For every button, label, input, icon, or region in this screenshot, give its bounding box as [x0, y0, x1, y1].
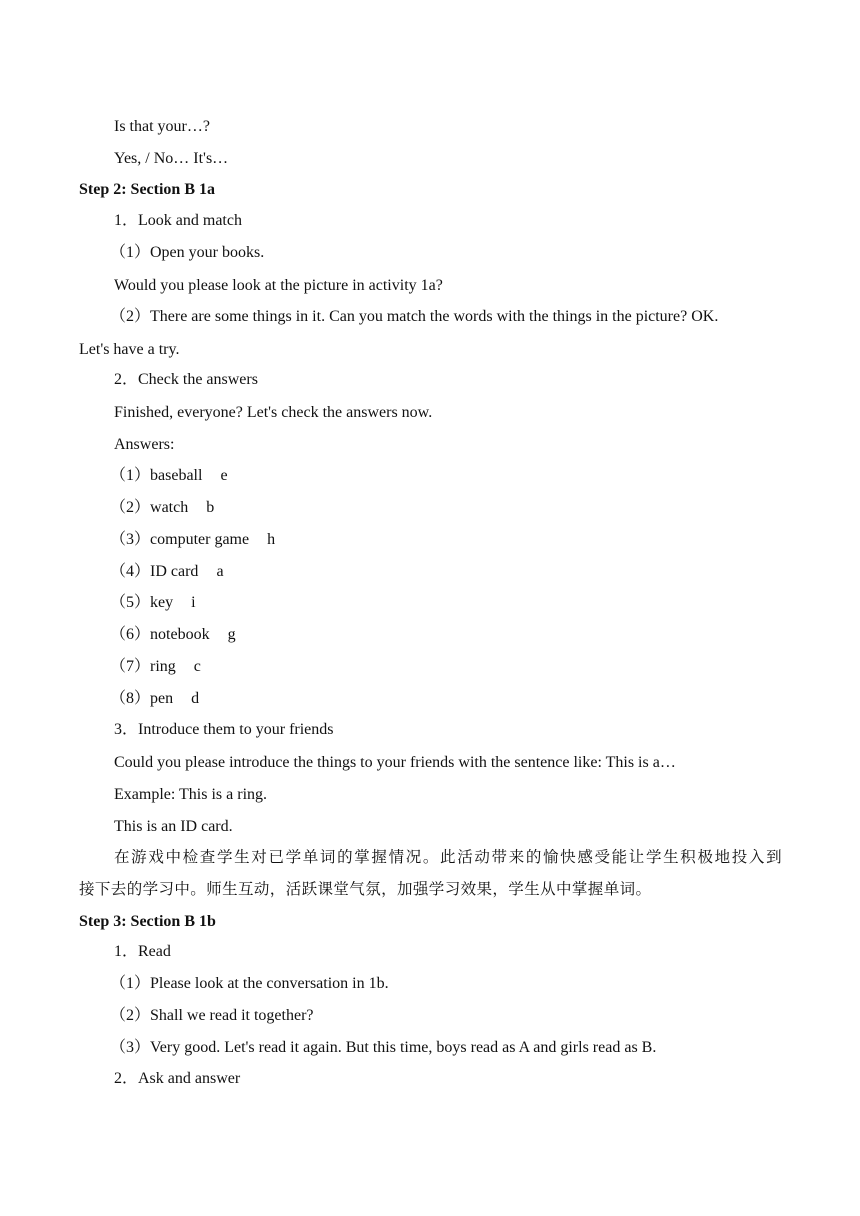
answer-item [110, 562, 224, 582]
answer-item [110, 466, 228, 486]
text-line: Yes, / No… It's… [114, 150, 229, 167]
sub-item: （2）There are some things in it. Can you match the words with the things in the picture? OK. [110, 308, 719, 325]
answer-item [110, 625, 236, 645]
answer-word: watch [150, 499, 189, 516]
text-line: Would you please look at the picture in activity 1a? [114, 277, 443, 294]
answer-item [110, 530, 275, 550]
answer-word: baseball [150, 467, 203, 484]
answer-item [110, 593, 196, 613]
answer-word: pen [150, 690, 174, 707]
sub-item: （1）Open your books. [110, 244, 265, 261]
answer-item [110, 657, 201, 677]
chinese-note-line: 接下去的学习中。师生互动，活跃课堂气氛，加强学习效果，学生从中掌握单词。 [79, 880, 652, 898]
answer-item [110, 689, 199, 709]
sub-item: （1）Please look at the conversation in 1b. [110, 975, 389, 992]
answer-word: computer game [150, 531, 250, 548]
answer-word: notebook [150, 626, 210, 643]
answer-number: （4） [110, 563, 151, 580]
numbered-item: 3．Introduce them to your friends [114, 721, 334, 738]
answer-letter: g [227, 626, 236, 643]
answer-item [110, 498, 214, 518]
step-2-heading: Step 2: Section B 1a [79, 181, 215, 198]
text-line: Finished, everyone? Let's check the answers now. [114, 404, 433, 421]
answer-number: （2） [110, 499, 151, 516]
numbered-item: 1．Look and match [114, 212, 242, 229]
answer-letter: b [206, 499, 215, 516]
answer-letter: i [191, 594, 196, 611]
answer-letter: c [193, 658, 201, 675]
sub-item: （2）Shall we read it together? [110, 1007, 314, 1024]
numbered-item: 1．Read [114, 943, 171, 960]
answer-letter: d [191, 690, 200, 707]
answer-number: （1） [110, 467, 151, 484]
step-3-heading: Step 3: Section B 1b [79, 913, 216, 930]
numbered-item: 2．Ask and answer [114, 1070, 241, 1087]
text-line: Is that your…? [114, 118, 210, 135]
answer-number: （5） [110, 594, 151, 611]
chinese-note-line: 在游戏中检查学生对已学单词的掌握情况。此活动带来的愉快感受能让学生积极地投入到 [114, 848, 782, 866]
sub-item: （3）Very good. Let's read it again. But this time, boys read as A and girls read as B. [110, 1039, 657, 1056]
text-line: Example: This is a ring. [114, 786, 268, 803]
answer-word: key [150, 594, 174, 611]
answer-letter: a [216, 563, 224, 580]
answer-word: ring [150, 658, 176, 675]
answer-letter: h [267, 531, 276, 548]
text-line: This is an ID card. [114, 818, 233, 835]
answer-number: （8） [110, 690, 151, 707]
answers-label: Answers: [114, 436, 175, 453]
text-line: Let's have a try. [79, 341, 180, 358]
answer-number: （3） [110, 531, 151, 548]
numbered-item: 2．Check the answers [114, 371, 258, 388]
answer-number: （6） [110, 626, 151, 643]
answer-number: （7） [110, 658, 151, 675]
answer-letter: e [220, 467, 228, 484]
text-line: Could you please introduce the things to your friends with the sentence like: This is a… [114, 754, 676, 771]
answer-word: ID card [150, 563, 199, 580]
